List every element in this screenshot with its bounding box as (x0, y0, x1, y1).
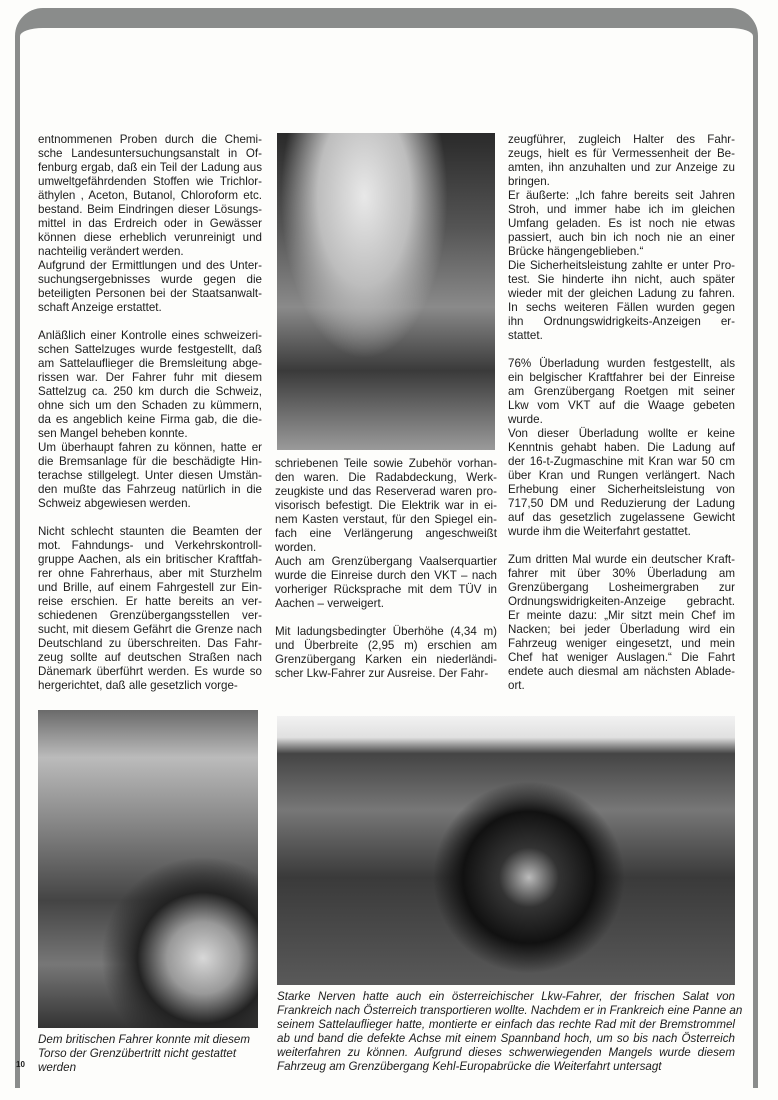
text-line: da es angeblich keine Firma gab, die die- (38, 413, 262, 426)
text-line: und Überbreite (2,95 m) erschien am (275, 639, 497, 652)
text-line: zeugkiste und das Reserverad waren pro- (275, 485, 497, 498)
text-line: passiert, auch bin ich noch nie an einer (508, 231, 735, 244)
text-line: den mußte das Fahrzeug natürlich in die (38, 483, 262, 496)
text-line: 76% Überladung wurden festgestellt, als (508, 357, 735, 370)
text-line: bringen. (508, 175, 550, 188)
text-line: Er äußerte: „Ich fahre bereits seit Jahren (508, 189, 735, 202)
text-line: der 16-t-Zugmaschine mit Kran war 50 cm (508, 455, 735, 468)
text-line: entnommenen Proben durch die Chemi- (38, 133, 262, 146)
text-line: scher Lkw-Fahrer zur Ausreise. Der Fahr- (275, 667, 489, 680)
text-line: wieder mit der gleichen Ladung zu fahren. (508, 287, 735, 300)
text-line: Aachen – verweigert. (275, 597, 384, 610)
text-line: Kenntnis gehabt haben. Die Ladung auf (508, 441, 735, 454)
text-line: test. Sie hinderte ihn nicht, auch später (508, 273, 735, 286)
text-line: schiedenen Grenzübergangsstellen ver- (38, 609, 262, 622)
text-line: Die Sicherheitsleistung zahlte er unter Pro- (508, 259, 735, 272)
text-line: Zum dritten Mal wurde ein deutscher Kraft- (508, 553, 735, 566)
caption-left (38, 1033, 260, 1075)
caption-line: Frankreich nach Österreich transportieren wollte. Nachdem er in Frankreich eine Panne an (277, 1004, 743, 1017)
text-line: den waren. Die Radabdeckung, Werk- (275, 471, 497, 484)
paragraph (508, 259, 735, 343)
text-line: gruppe Aachen, als ein britischer Kraftfah- (38, 553, 262, 566)
text-line: Grenzübergang Losheimergraben zur (508, 581, 735, 594)
text-line: sche Landesuntersuchungsanstalt in Of- (38, 147, 262, 160)
text-line: ein belgischer Kraftfahrer bei der Einreise (508, 371, 735, 384)
text-line: auf das gesetzlich zugelassene Gewicht (508, 511, 735, 524)
text-line: äthylen , Aceton, Butanol, Chloroform etc. (38, 189, 262, 202)
text-line: schen Sattelzuges wurde festgestellt, daß (38, 343, 262, 356)
text-line: ohne sich um den Schaden zu kümmern, (38, 399, 262, 412)
text-line: nem Kasten verstaut, für den Spiegel ein- (275, 513, 497, 526)
text-line: Anläßlich einer Kontrolle eines schweizeri- (38, 329, 262, 342)
text-line: und Brille, auf einem Fahrgestell zur Ein- (38, 581, 262, 594)
text-line: Um überhaupt fahren zu können, hatte er (38, 441, 262, 454)
text-line: wurde die Einreise durch den VKT – nach (275, 569, 497, 582)
text-line: visorisch befestigt. Die Elektrik war in ei- (275, 499, 497, 512)
text-line: mittel in das Erdreich oder in Gewässer (38, 217, 262, 230)
text-line: beteiligten Personen bei der Staatsanwalt- (38, 287, 262, 300)
photo-trailer-axle-strapped (277, 716, 735, 985)
text-line: Nacken; bei jeder Überladung wird ein (508, 623, 735, 636)
text-line: die Bremsanlage für die beschädigte Hin- (38, 455, 262, 468)
paragraph (508, 133, 735, 189)
caption-line: ab und band die defekte Achse mit einem Spannband hoch, um so bis nach Österreich (277, 1032, 735, 1045)
text-line: wurde ihm die Weiterfahrt gestattet. (508, 525, 691, 538)
text-line: Umfang geladen. Es ist noch nie etwas (508, 217, 735, 230)
text-line: über Kran und Rungen verlängert. Nach (508, 469, 735, 482)
text-line: 717,50 DM und Reduzierung der Ladung (508, 497, 735, 510)
text-line: vorheriger Rücksprache mit dem TÜV in (275, 583, 497, 596)
text-line: Nicht schlecht staunten die Beamten der (38, 525, 262, 538)
paragraph (38, 329, 262, 441)
text-line: Brücke hängengeblieben.“ (508, 245, 644, 258)
text-line: reise erschien. Er hatte bereits an ver- (38, 595, 262, 608)
caption-line: seinem Sattelauflieger hatte, montierte er einfach das rechte Rad mit der Bremstrommel (277, 1018, 735, 1031)
paragraph (38, 525, 262, 693)
text-line: rer ohne Fahrerhaus, aber mit Sturzhelm (38, 567, 262, 580)
text-line: schaft Anzeige erstattet. (38, 301, 162, 314)
page-number: 10 (16, 1060, 25, 1069)
paragraph (38, 133, 262, 259)
paragraph (275, 555, 497, 611)
caption-right (277, 990, 743, 1074)
text-line: Aufgrund der Ermittlungen und des Unter- (38, 259, 262, 272)
photo-chassis-with-spare-wheel (38, 710, 258, 1028)
text-line: schriebenen Teile sowie Zubehör vorhan- (275, 457, 497, 470)
caption-line: werden (38, 1061, 77, 1074)
text-line: In sechs weiteren Fällen wurden gegen (508, 301, 735, 314)
text-line: Ordnungswidrigkeiten-Anzeige gebracht. (508, 595, 735, 608)
text-column-1 (38, 133, 262, 693)
text-line: hergerichtet, daß alle gesetzlich vorge- (38, 679, 238, 692)
paragraph (275, 625, 497, 681)
text-line: umweltgefährdenden Stoffen wie Trichlor- (38, 175, 262, 188)
caption-line: Fahrzeug am Grenzübergang Kehl-Europabrücke die Weiterfahrt untersagt (277, 1060, 662, 1073)
text-column-2 (275, 457, 497, 681)
caption-line: Torso der Grenzübertritt nicht gestattet (38, 1047, 237, 1060)
text-line: fahrer mit über 30% Überladung am (508, 567, 735, 580)
text-line: sucht, mit diesem Gefährt die Grenze nach (38, 623, 262, 636)
text-line: zeugführer, zugleich Halter des Fahr- (508, 133, 735, 146)
text-line: sen Mangel beheben konnte. (38, 427, 188, 440)
paragraph (508, 427, 735, 539)
text-line: zeugs, hielt es für Vermessenheit der Be- (508, 147, 735, 160)
text-line: Von dieser Überladung wollte er keine (508, 427, 735, 440)
text-line: Er meinte dazu: „Mir sitzt mein Chef im (508, 609, 735, 622)
text-line: Fahrzeug weniger eingesetzt, und mein (508, 637, 735, 650)
text-line: wurde. (508, 413, 543, 426)
text-line: nachteilig verändert werden. (38, 245, 184, 258)
paragraph (508, 189, 735, 259)
caption-line: Starke Nerven hatte auch ein österreichischer Lkw-Fahrer, der frischen Salat von (277, 990, 735, 1003)
text-line: stattet. (508, 329, 543, 342)
text-line: suchungsergebnisses wurde gegen die (38, 273, 262, 286)
text-line: ort. (508, 679, 525, 692)
text-line: zeug sollte auf deutschen Straßen nach (38, 651, 262, 664)
text-line: worden. (275, 541, 317, 554)
text-line: Stroh, und immer habe ich im gleichen (508, 203, 735, 216)
text-line: Grenzübergang Karken ein niederländi- (275, 653, 497, 666)
text-line: Dänemark überführt werden. Es wurde so (38, 665, 262, 678)
text-line: bestand. Beim Eindringen dieser Lösungs- (38, 203, 262, 216)
paragraph (275, 457, 497, 555)
text-line: am Grenzübergang Roetgen mit seiner (508, 385, 735, 398)
text-line: rissen war. Der Fahrer fuhr mit diesem (38, 371, 262, 384)
text-line: amten, ihn anzuhalten und zur Anzeige zu (508, 161, 735, 174)
text-line: Chef hat weniger Auslagen.“ Die Fahrt (508, 651, 735, 664)
text-line: Auch am Grenzübergang Vaalserquartier (275, 555, 497, 568)
text-line: fenburg ergab, daß ein Teil der Ladung aus (38, 161, 262, 174)
text-line: endete auch diesmal am nächsten Ablade- (508, 665, 735, 678)
text-line: Sattelzug ca. 250 km durch die Schweiz, (38, 385, 262, 398)
caption-line: weiterfahren zu können. Aufgrund dieses schwerwiegenden Mangels wurde diesem (277, 1046, 735, 1059)
paragraph (508, 357, 735, 427)
text-line: Schweiz abgewiesen werden. (38, 497, 191, 510)
text-line: am Sattelauflieger die Bremsleitung abge- (38, 357, 262, 370)
paragraph (38, 259, 262, 315)
text-line: Erhebung einer Sicherheitsleistung von (508, 483, 735, 496)
photo-driving-cab-on-chassis (277, 133, 495, 450)
text-column-3 (508, 133, 735, 693)
text-line: terachse stillgelegt. Unter diesen Umstän- (38, 469, 262, 482)
text-line: Mit ladungsbedingter Überhöhe (4,34 m) (275, 625, 497, 638)
text-line: ihn Ordnungswidrigkeits-Anzeigen er- (508, 315, 735, 328)
paragraph (508, 553, 735, 693)
text-line: fach eine Verlängerung angeschweißt (275, 527, 497, 540)
text-line: mot. Fahndungs- und Verkehrskontroll- (38, 539, 262, 552)
caption-line: Dem britischen Fahrer konnte mit diesem (38, 1033, 250, 1046)
text-line: Deutschland zu überschreiten. Das Fahr- (38, 637, 262, 650)
text-line: Lkw vom VKT auf die Waage gebeten (508, 399, 735, 412)
paragraph (38, 441, 262, 511)
text-line: können diese erheblich verunreinigt und (38, 231, 262, 244)
